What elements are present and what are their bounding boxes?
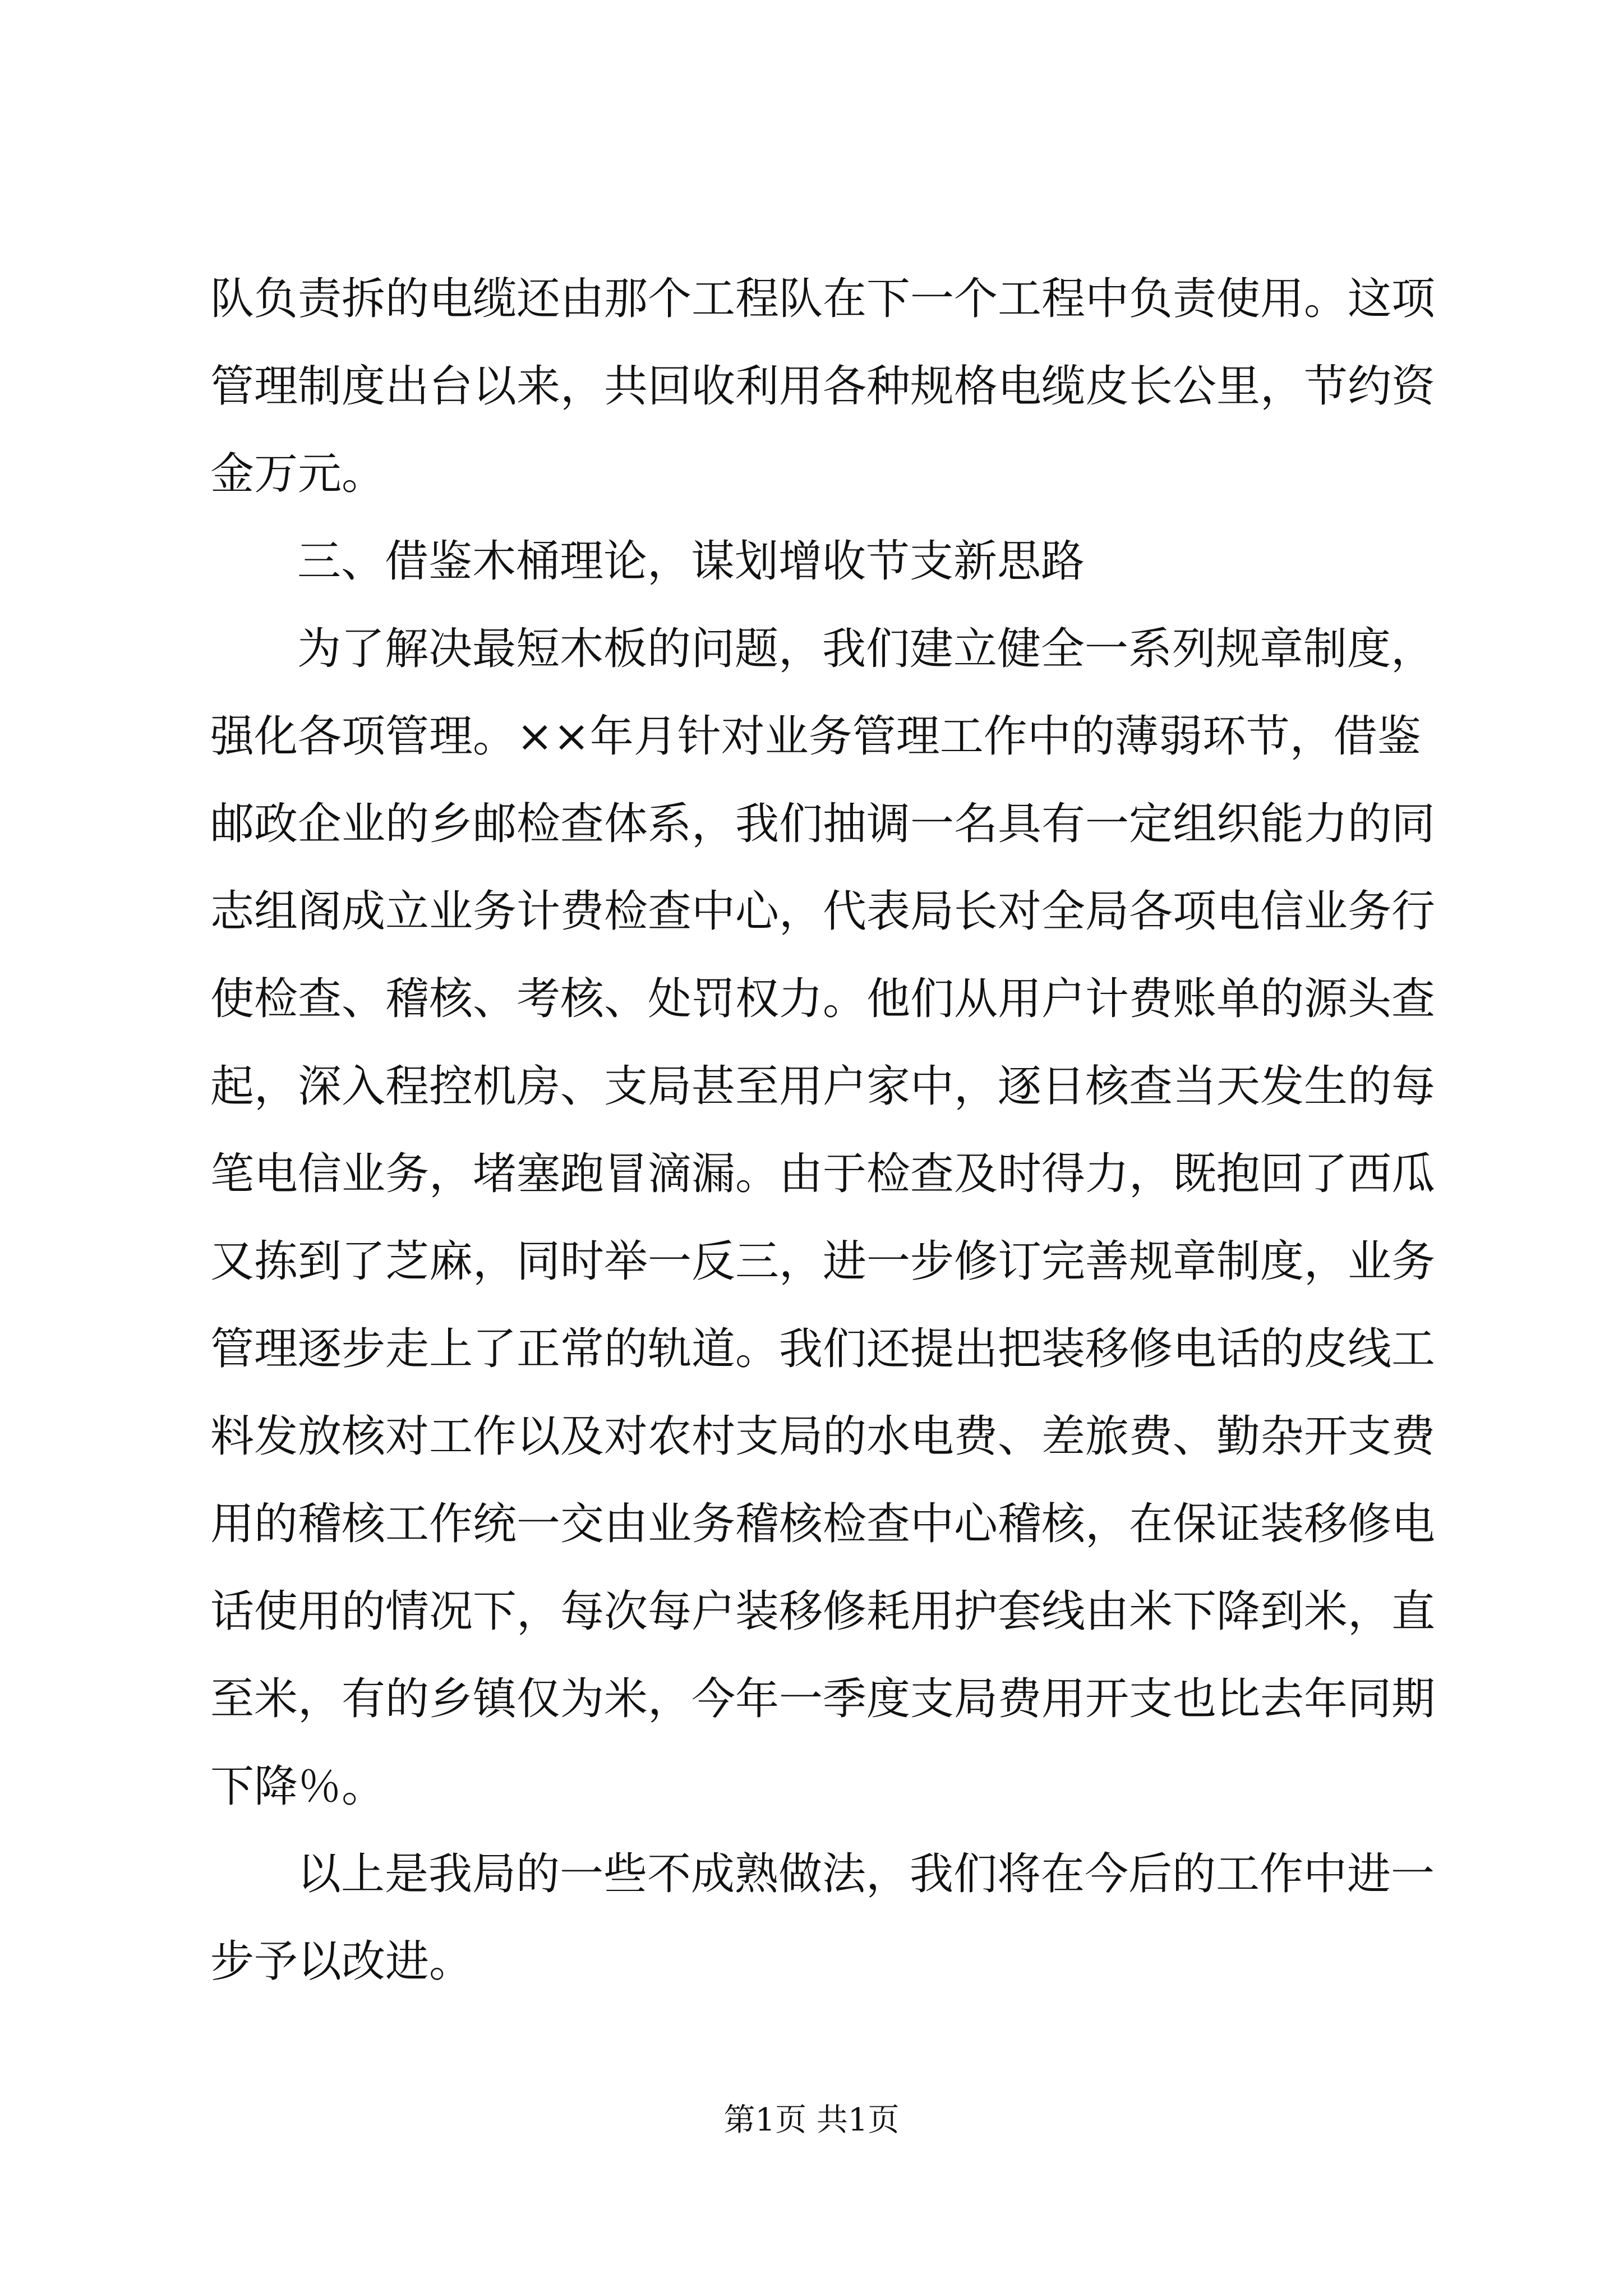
text-line: 话使用的情况下，每次每户装移修耗用护套线由米下降到米，直 <box>210 1586 1436 1637</box>
text-line: 用的稽核工作统一交由业务稽核检查中心稽核，在保证装移修电 <box>210 1499 1436 1549</box>
text-line: 步予以改进。 <box>210 1936 473 1987</box>
text-line: 队负责拆的电缆还由那个工程队在下一个工程中负责使用。这项 <box>210 274 1436 324</box>
text-line: 以上是我局的一些不成熟做法，我们将在今后的工作中进一 <box>297 1849 1435 1899</box>
text-line: 管理制度出台以来，共回收利用各种规格电缆皮长公里，节约资 <box>210 361 1436 412</box>
text-line: 为了解决最短木板的问题，我们建立健全一系列规章制度， <box>297 624 1435 674</box>
text-line: 金万元。 <box>210 449 386 499</box>
section-heading: 三、借鉴木桶理论，谋划增收节支新思路 <box>297 536 1085 587</box>
text-line: 笔电信业务，堵塞跑冒滴漏。由于检查及时得力，既抱回了西瓜 <box>210 1149 1436 1199</box>
document-body <box>210 255 1436 2005</box>
text-line: 强化各项管理。××年月针对业务管理工作中的薄弱环节，借鉴 <box>210 711 1421 762</box>
page-footer: 第1页 共1页 <box>723 2102 900 2138</box>
text-line: 下降％。 <box>210 1761 386 1812</box>
text-line: 志组阁成立业务计费检查中心，代表局长对全局各项电信业务行 <box>210 886 1436 937</box>
text-line: 又拣到了芝麻，同时举一反三，进一步修订完善规章制度，业务 <box>210 1236 1436 1287</box>
text-line: 使检查、稽核、考核、处罚权力。他们从用户计费账单的源头查 <box>210 974 1436 1024</box>
text-line: 邮政企业的乡邮检查体系，我们抽调一名具有一定组织能力的同 <box>210 799 1436 849</box>
text-line: 至米，有的乡镇仅为米，今年一季度支局费用开支也比去年同期 <box>210 1674 1436 1724</box>
text-line: 料发放核对工作以及对农村支局的水电费、差旅费、勤杂开支费 <box>210 1411 1436 1462</box>
text-line: 起，深入程控机房、支局甚至用户家中，逐日核查当天发生的每 <box>210 1061 1436 1112</box>
text-line: 管理逐步走上了正常的轨道。我们还提出把装移修电话的皮线工 <box>210 1324 1436 1374</box>
